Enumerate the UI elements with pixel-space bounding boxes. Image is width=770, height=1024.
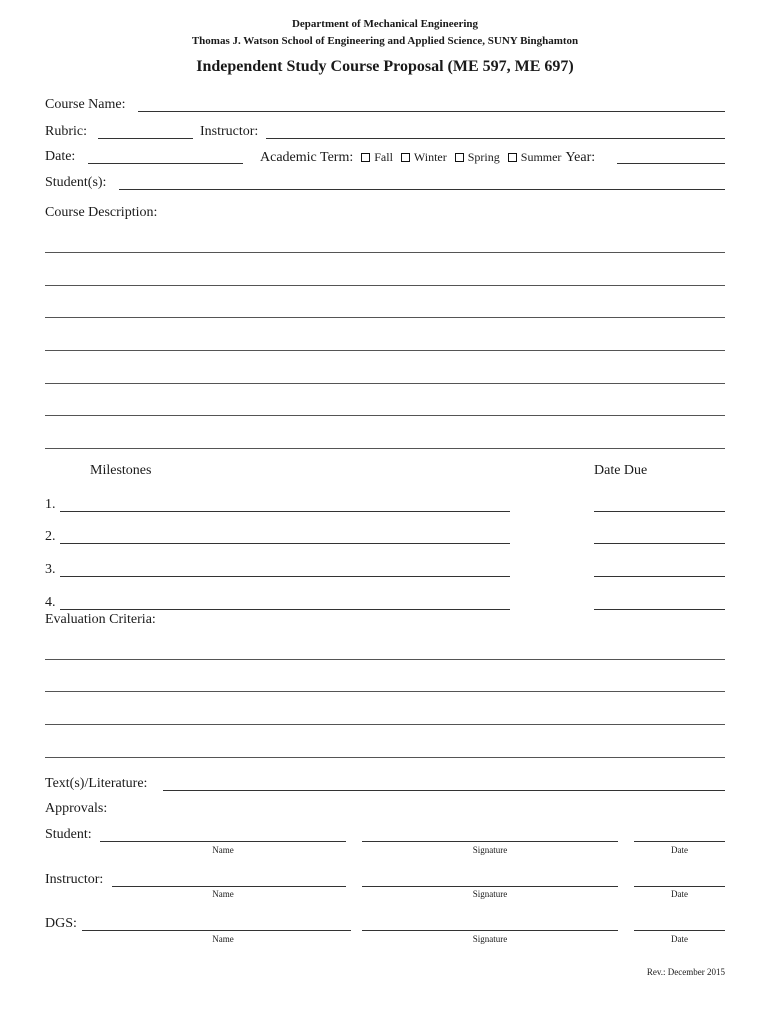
signature-caption: Signature [472,889,508,899]
course-description-label: Course Description: [45,205,158,220]
course-description-line[interactable] [45,350,725,351]
course-description-line[interactable] [45,383,725,384]
instructor-signature-field[interactable] [362,886,618,887]
name-caption: Name [212,889,234,899]
spring-option-label: Spring [467,150,500,164]
fall-option-label: Fall [374,150,393,164]
summer-checkbox[interactable] [508,153,517,162]
student-approval-label: Student: [45,827,92,842]
course-description-line[interactable] [45,317,725,318]
instructor-label: Instructor: [200,124,259,139]
students-field[interactable] [119,189,725,190]
approvals-heading: Approvals: [45,801,108,816]
course-name-label: Course Name: [45,97,126,112]
milestones-heading: Milestones [90,463,152,478]
revision-note: Rev.: December 2015 [646,967,725,977]
instructor-name-field[interactable] [112,886,346,887]
signature-caption: Signature [472,845,508,855]
date-caption: Date [671,934,688,944]
dgs-name-field[interactable] [82,930,351,931]
fall-checkbox[interactable] [361,153,370,162]
dgs-signature-field[interactable] [362,930,618,931]
student-name-field[interactable] [100,841,346,842]
evaluation-criteria-label: Evaluation Criteria: [45,612,156,627]
signature-caption: Signature [472,934,508,944]
evaluation-criteria-line[interactable] [45,757,725,758]
department-heading: Department of Mechanical Engineering [291,18,479,30]
texts-literature-field[interactable] [163,790,725,791]
milestone-date-field[interactable] [594,543,725,544]
instructor-approval-label: Instructor: [45,872,104,887]
date-label: Date: [45,149,76,164]
student-signature-field[interactable] [362,841,618,842]
milestone-number: 2. [45,529,56,544]
rubric-label: Rubric: [45,124,87,139]
course-description-line[interactable] [45,252,725,253]
name-caption: Name [212,934,234,944]
dgs-approval-label: DGS: [45,916,77,931]
winter-option-label: Winter [413,150,447,164]
course-description-line[interactable] [45,415,725,416]
name-caption: Name [212,845,234,855]
year-label: Year: [565,150,596,165]
milestone-field[interactable] [60,511,510,512]
milestone-date-field[interactable] [594,609,725,610]
date-caption: Date [671,845,688,855]
milestone-number: 3. [45,562,56,577]
milestone-field[interactable] [60,576,510,577]
milestone-number: 4. [45,595,56,610]
date-due-heading: Date Due [594,463,648,478]
summer-option-label: Summer [520,150,562,164]
year-field[interactable] [617,163,725,164]
spring-checkbox[interactable] [455,153,464,162]
milestone-field[interactable] [60,543,510,544]
academic-term-label: Academic Term: [260,150,354,165]
rubric-field[interactable] [98,138,193,139]
milestone-date-field[interactable] [594,511,725,512]
course-description-line[interactable] [45,285,725,286]
form-title: Independent Study Course Proposal (ME 597, ME 697) [196,58,574,75]
instructor-date-field[interactable] [634,886,725,887]
school-heading: Thomas J. Watson School of Engineering and Applied Science, SUNY Binghamton [191,35,579,47]
date-caption: Date [671,889,688,899]
milestone-date-field[interactable] [594,576,725,577]
instructor-field[interactable] [266,138,725,139]
dgs-date-field[interactable] [634,930,725,931]
evaluation-criteria-line[interactable] [45,691,725,692]
texts-literature-label: Text(s)/Literature: [45,776,148,791]
course-description-line[interactable] [45,448,725,449]
course-name-field[interactable] [138,111,725,112]
date-field[interactable] [88,163,243,164]
evaluation-criteria-line[interactable] [45,659,725,660]
winter-checkbox[interactable] [401,153,410,162]
student-date-field[interactable] [634,841,725,842]
milestone-field[interactable] [60,609,510,610]
milestone-number: 1. [45,497,56,512]
students-label: Student(s): [45,175,107,190]
academic-term-group [260,149,595,166]
evaluation-criteria-line[interactable] [45,724,725,725]
